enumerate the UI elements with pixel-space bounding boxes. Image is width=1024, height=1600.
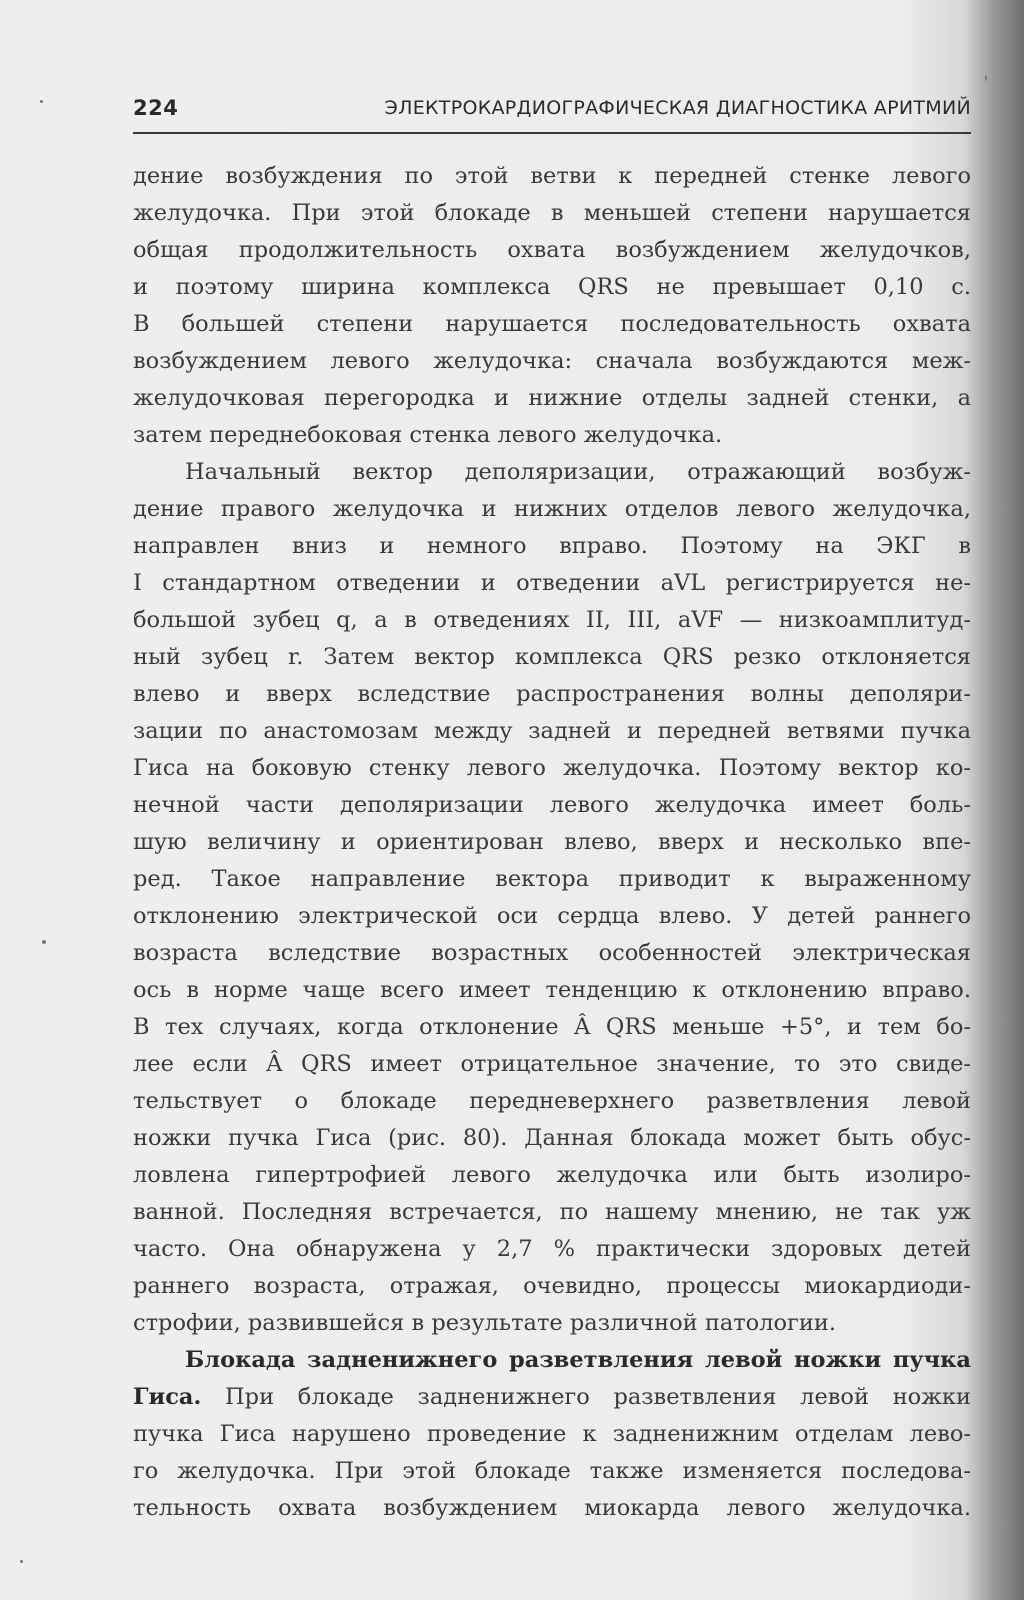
text-line: ред. Такое направление вектора приводит к выраженному (133, 866, 971, 892)
text-line: ось в норме чаще всего имеет тенденцию к отклонению вправо. (133, 977, 971, 1003)
text-line: желудочковая перегородка и нижние отделы задней стенки, а (133, 385, 971, 411)
text-line: тельствует о блокаде передневерхнего разветвления левой (133, 1088, 971, 1114)
text-line: затем переднебоковая стенка левого желудочка. (133, 422, 723, 448)
text-line (133, 1379, 971, 1416)
text-line: и поэтому ширина комплекса QRS не превышает 0,10 с. (133, 274, 971, 300)
text-line: дение возбуждения по этой ветви к передней стенке левого (133, 163, 971, 189)
text-line: большой зубец q, а в отведениях II, III, aVF — низкоамплитуд- (133, 607, 971, 633)
scan-speck (20, 1560, 23, 1563)
section-heading: Блокада задненижнего разветвления левой ножки пучка (185, 1347, 971, 1373)
section-heading-end: Гиса. (133, 1384, 202, 1410)
text-line: Гиса на боковую стенку левого желудочка. Поэтому вектор ко- (133, 755, 971, 781)
text-line: дение правого желудочка и нижних отделов левого желудочка, (133, 496, 971, 522)
text-line: нечной части деполяризации левого желудочка имеет боль- (133, 792, 971, 818)
paragraph-1 (133, 158, 971, 454)
paragraph-2 (133, 454, 971, 1342)
paragraph-3 (133, 1342, 971, 1527)
body-text (133, 158, 971, 1527)
text-line: возраста вследствие возрастных особенностей электрическая (133, 940, 971, 966)
running-header (133, 92, 971, 134)
text-line: Начальный вектор деполяризации, отражающий возбуж- (185, 459, 971, 485)
text-line: пучка Гиса нарушено проведение к задненижним отделам лево- (133, 1421, 971, 1447)
text-line: направлен вниз и немного вправо. Поэтому на ЭКГ в (133, 533, 971, 559)
text-line: го желудочка. При этой блокаде также изменяется последова- (133, 1458, 971, 1484)
text-run: При блокаде задненижнего разветвления левой ножки (201, 1384, 971, 1410)
text-line: зации по анастомозам между задней и передней ветвями пучка (133, 718, 971, 744)
page-number: 224 (133, 96, 179, 120)
text-line: желудочка. При этой блокаде в меньшей степени нарушается (133, 200, 971, 226)
text-line: ванной. Последняя встречается, по нашему мнению, не так уж (133, 1199, 971, 1225)
text-line: В тех случаях, когда отклонение Â QRS меньше +5°, и тем бо- (133, 1014, 971, 1040)
text-line: тельность охвата возбуждением миокарда левого желудочка. (133, 1495, 971, 1521)
scan-speck (42, 940, 46, 944)
text-line: I стандартном отведении и отведении aVL регистрируется не- (133, 570, 971, 596)
text-line: отклонению электрической оси сердца влево. У детей раннего (133, 903, 971, 929)
scan-speck (40, 100, 43, 103)
text-line: влево и вверх вследствие распространения волны деполяри- (133, 681, 971, 707)
text-line: ный зубец r. Затем вектор комплекса QRS резко отклоняется (133, 644, 971, 670)
text-line: В большей степени нарушается последовательность охвата (133, 311, 971, 337)
text-line: часто. Она обнаружена у 2,7 % практически здоровых детей (133, 1236, 971, 1262)
text-line: шую величину и ориентирован влево, вверх и несколько впе- (133, 829, 971, 855)
text-line: возбуждением левого желудочка: сначала возбуждаются меж- (133, 348, 971, 374)
text-line: ловлена гипертрофией левого желудочка или быть изолиро- (133, 1162, 971, 1188)
running-title: ЭЛЕКТРОКАРДИОГРАФИЧЕСКАЯ ДИАГНОСТИКА АРИТМИЙ (384, 97, 971, 119)
scan-speck (985, 75, 987, 81)
text-line: лее если Â QRS имеет отрицательное значение, то это свиде- (133, 1051, 971, 1077)
text-line: ножки пучка Гиса (рис. 80). Данная блокада может быть обус- (133, 1125, 971, 1151)
text-line: общая продолжительность охвата возбуждением желудочков, (133, 237, 971, 263)
text-line: строфии, развившейся в результате различной патологии. (133, 1310, 836, 1336)
text-line: раннего возраста, отражая, очевидно, процессы миокардиоди- (133, 1273, 971, 1299)
